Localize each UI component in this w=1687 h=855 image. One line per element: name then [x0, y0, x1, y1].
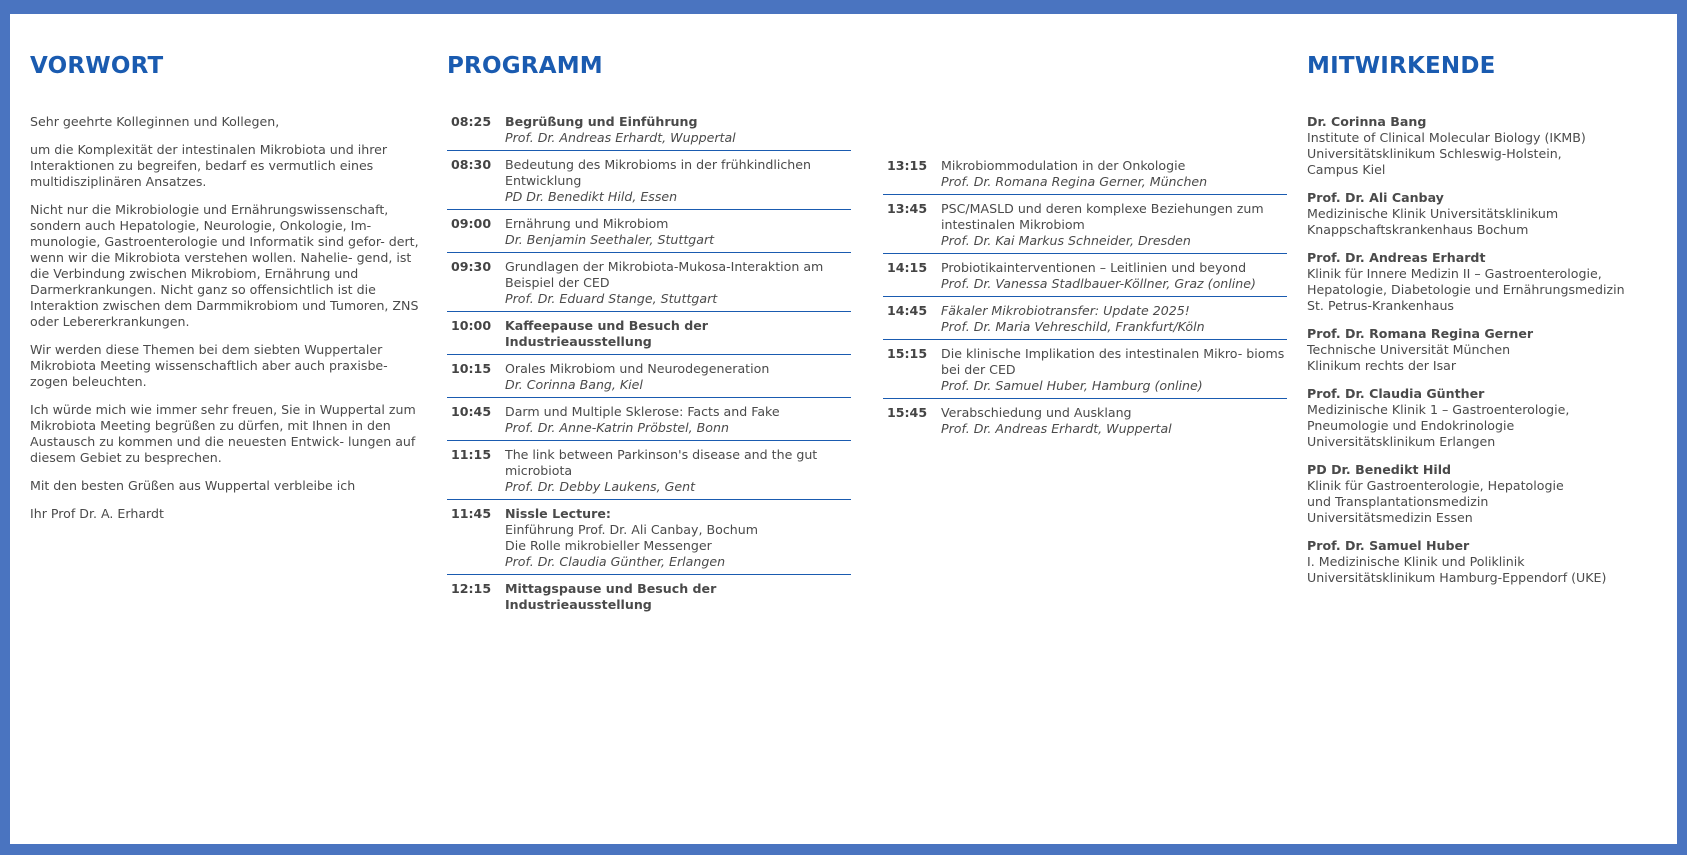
program-speaker: Prof. Dr. Anne-Katrin Pröbstel, Bonn [505, 420, 729, 435]
contributor-affiliation: Medizinische Klinik 1 – Gastroenterologie, [1307, 402, 1570, 417]
vorwort-heading: VORWORT [30, 53, 164, 79]
contributor-affiliation: Campus Kiel [1307, 162, 1386, 177]
program-time: 10:15 [451, 361, 492, 376]
program-time: 11:15 [451, 447, 492, 462]
program-time: 13:15 [887, 158, 928, 173]
program-title: Verabschiedung und Ausklang [941, 405, 1132, 420]
program-time: 14:15 [887, 260, 928, 275]
program-row [883, 201, 1287, 254]
program-title: Darm und Multiple Sklerose: Facts and Fake [505, 404, 780, 419]
contributor-name: Dr. Corinna Bang [1307, 114, 1427, 129]
program-time: 09:30 [451, 259, 492, 274]
contributor-affiliation: Pneumologie und Endokrinologie [1307, 418, 1515, 433]
contributor-affiliation: Universitätsmedizin Essen [1307, 510, 1473, 525]
program-content [941, 260, 1287, 292]
program-title: The link between Parkinson's disease and the gut microbiota [505, 447, 818, 478]
contributor-entry [1307, 538, 1667, 586]
program-row [447, 318, 851, 355]
programm-list-right [883, 151, 1287, 447]
flyer-sheet [10, 14, 1677, 844]
program-time: 09:00 [451, 216, 492, 231]
contributor-name: Prof. Dr. Ali Canbay [1307, 190, 1444, 205]
program-speaker: Prof. Dr. Kai Markus Schneider, Dresden [941, 233, 1191, 248]
mitwirkende-list [1307, 114, 1667, 598]
program-title: Mittagspause und Besuch der Industrieausstellung [505, 581, 717, 612]
program-time: 15:15 [887, 346, 928, 361]
program-speaker: Prof. Dr. Andreas Erhardt, Wuppertal [941, 421, 1172, 436]
contributor-name: PD Dr. Benedikt Hild [1307, 462, 1452, 477]
program-row [883, 405, 1287, 441]
program-row [883, 346, 1287, 399]
programm-heading: PROGRAMM [447, 53, 603, 79]
contributor-affiliation: Klinik für Innere Medizin II – Gastroenterologie, [1307, 266, 1602, 281]
program-row [883, 303, 1287, 340]
program-row [447, 157, 851, 210]
contributor-affiliation: I. Medizinische Klinik und Poliklinik [1307, 554, 1525, 569]
program-line: Einführung Prof. Dr. Ali Canbay, Bochum [505, 522, 758, 537]
vorwort-paragraph: Nicht nur die Mikrobiologie und Ernährungswissenschaft, sondern auch Hepatologie, Neurologie, Onkologie, Im- munologie, Gastroenterologie und Informatik sind gefor- dert, wenn wir die Mikrobiota verstehen wollen. Nahelie- gend, ist die Verbindung zwischen Mikrobiom, Ernährung und Darmerkrankungen. Nicht ganz so offensichtlich ist die Interaktion zwischen dem Darmmikrobiom und Tumoren, ZNS oder Lebererkrankungen. [30, 202, 419, 329]
program-content [505, 361, 851, 393]
program-title: Fäkaler Mikrobiotransfer: Update 2025! [941, 303, 1190, 318]
program-title: Orales Mikrobiom und Neurodegeneration [505, 361, 770, 376]
program-row [447, 404, 851, 441]
programm-list-left [447, 114, 851, 623]
program-content [505, 216, 851, 248]
program-title: Bedeutung des Mikrobioms in der frühkindlichen Entwicklung [505, 157, 811, 188]
program-speaker: Prof. Dr. Romana Regina Gerner, München [941, 174, 1208, 189]
program-content [505, 447, 851, 495]
program-content [505, 157, 851, 205]
program-row [447, 447, 851, 500]
program-content [941, 158, 1287, 190]
program-title: Ernährung und Mikrobiom [505, 216, 669, 231]
contributor-name: Prof. Dr. Claudia Günther [1307, 386, 1485, 401]
program-content [505, 581, 851, 613]
contributor-affiliation: Klinik für Gastroenterologie, Hepatologie [1307, 478, 1564, 493]
program-content [505, 259, 851, 307]
program-title: Grundlagen der Mikrobiota-Mukosa-Interaktion am Beispiel der CED [505, 259, 824, 290]
program-title: Nissle Lecture: [505, 506, 611, 521]
contributor-affiliation: Klinikum rechts der Isar [1307, 358, 1457, 373]
program-speaker: Prof. Dr. Debby Laukens, Gent [505, 479, 696, 494]
contributor-affiliation: St. Petrus-Krankenhaus [1307, 298, 1454, 313]
program-line: Die Rolle mikrobieller Messenger [505, 538, 712, 553]
mitwirkende-heading: MITWIRKENDE [1307, 53, 1496, 79]
program-content [941, 303, 1287, 335]
contributor-affiliation: Hepatologie, Diabetologie und Ernährungsmedizin [1307, 282, 1625, 297]
vorwort-paragraph: Ich würde mich wie immer sehr freuen, Sie in Wuppertal zum Mikrobiota Meeting begrüßen zu dürfen, mit Ihnen in den Austausch zu kommen und die neuesten Entwick- lungen auf diesem Gebiet zu besprechen. [30, 402, 416, 465]
program-row [447, 581, 851, 617]
contributor-affiliation: Universitätsklinikum Schleswig-Holstein, [1307, 146, 1562, 161]
contributor-name: Prof. Dr. Romana Regina Gerner [1307, 326, 1534, 341]
vorwort-paragraph: Mit den besten Grüßen aus Wuppertal verbleibe ich [30, 478, 356, 493]
program-row [883, 151, 1287, 195]
contributor-affiliation: Universitätsklinikum Hamburg-Eppendorf (UKE) [1307, 570, 1607, 585]
program-title: Kaffeepause und Besuch der Industrieausstellung [505, 318, 708, 349]
contributor-affiliation: Institute of Clinical Molecular Biology (IKMB) [1307, 130, 1586, 145]
program-content [505, 506, 851, 570]
contributor-entry [1307, 326, 1667, 374]
program-content [505, 114, 851, 146]
program-content [505, 404, 851, 436]
program-time: 10:00 [451, 318, 492, 333]
program-title: Begrüßung und Einführung [505, 114, 698, 129]
program-time: 10:45 [451, 404, 492, 419]
program-speaker: Prof. Dr. Maria Vehreschild, Frankfurt/Köln [941, 319, 1205, 334]
vorwort-text [30, 114, 420, 534]
program-time: 14:45 [887, 303, 928, 318]
program-title: Mikrobiommodulation in der Onkologie [941, 158, 1186, 173]
program-title: Probiotikainterventionen – Leitlinien und beyond [941, 260, 1247, 275]
contributor-affiliation: und Transplantationsmedizin [1307, 494, 1489, 509]
program-row [447, 506, 851, 575]
contributor-affiliation: Knappschaftskrankenhaus Bochum [1307, 222, 1529, 237]
contributor-entry [1307, 462, 1667, 526]
contributor-entry [1307, 190, 1667, 238]
program-row [883, 260, 1287, 297]
program-title: Die klinische Implikation des intestinalen Mikro- bioms bei der CED [941, 346, 1285, 377]
program-row [447, 259, 851, 312]
program-content [941, 405, 1287, 437]
program-time: 12:15 [451, 581, 492, 596]
program-speaker: Prof. Dr. Vanessa Stadlbauer-Köllner, Graz (online) [941, 276, 1256, 291]
program-time: 08:30 [451, 157, 492, 172]
program-speaker: Prof. Dr. Claudia Günther, Erlangen [505, 554, 726, 569]
program-content [505, 318, 851, 350]
contributor-affiliation: Medizinische Klinik Universitätsklinikum [1307, 206, 1559, 221]
vorwort-paragraph: Wir werden diese Themen bei dem siebten Wuppertaler Mikrobiota Meeting wissenschaftlich aber auch praxisbe- zogen beleuchten. [30, 342, 388, 389]
program-speaker: Dr. Corinna Bang, Kiel [505, 377, 643, 392]
program-speaker: Prof. Dr. Andreas Erhardt, Wuppertal [505, 130, 736, 145]
contributor-entry [1307, 386, 1667, 450]
contributor-entry [1307, 114, 1667, 178]
program-time: 08:25 [451, 114, 492, 129]
program-time: 13:45 [887, 201, 928, 216]
program-time: 11:45 [451, 506, 492, 521]
program-content [941, 346, 1287, 394]
contributor-entry [1307, 250, 1667, 314]
program-speaker: PD Dr. Benedikt Hild, Essen [505, 189, 678, 204]
contributor-affiliation: Technische Universität München [1307, 342, 1511, 357]
program-title: PSC/MASLD und deren komplexe Beziehungen zum intestinalen Mikrobiom [941, 201, 1264, 232]
vorwort-paragraph: Sehr geehrte Kolleginnen und Kollegen, [30, 114, 280, 129]
vorwort-paragraph: um die Komplexität der intestinalen Mikrobiota und ihrer Interaktionen zu begreifen, bedarf es vermutlich eines multidisziplinären Ansatzes. [30, 142, 388, 189]
program-row [447, 361, 851, 398]
program-row [447, 216, 851, 253]
vorwort-signature: Ihr Prof Dr. A. Erhardt [30, 506, 164, 521]
program-speaker: Prof. Dr. Eduard Stange, Stuttgart [505, 291, 718, 306]
program-content [941, 201, 1287, 249]
contributor-affiliation: Universitätsklinikum Erlangen [1307, 434, 1496, 449]
program-time: 15:45 [887, 405, 928, 420]
program-row [447, 114, 851, 151]
contributor-name: Prof. Dr. Samuel Huber [1307, 538, 1470, 553]
contributor-name: Prof. Dr. Andreas Erhardt [1307, 250, 1486, 265]
program-speaker: Dr. Benjamin Seethaler, Stuttgart [505, 232, 715, 247]
program-speaker: Prof. Dr. Samuel Huber, Hamburg (online) [941, 378, 1203, 393]
